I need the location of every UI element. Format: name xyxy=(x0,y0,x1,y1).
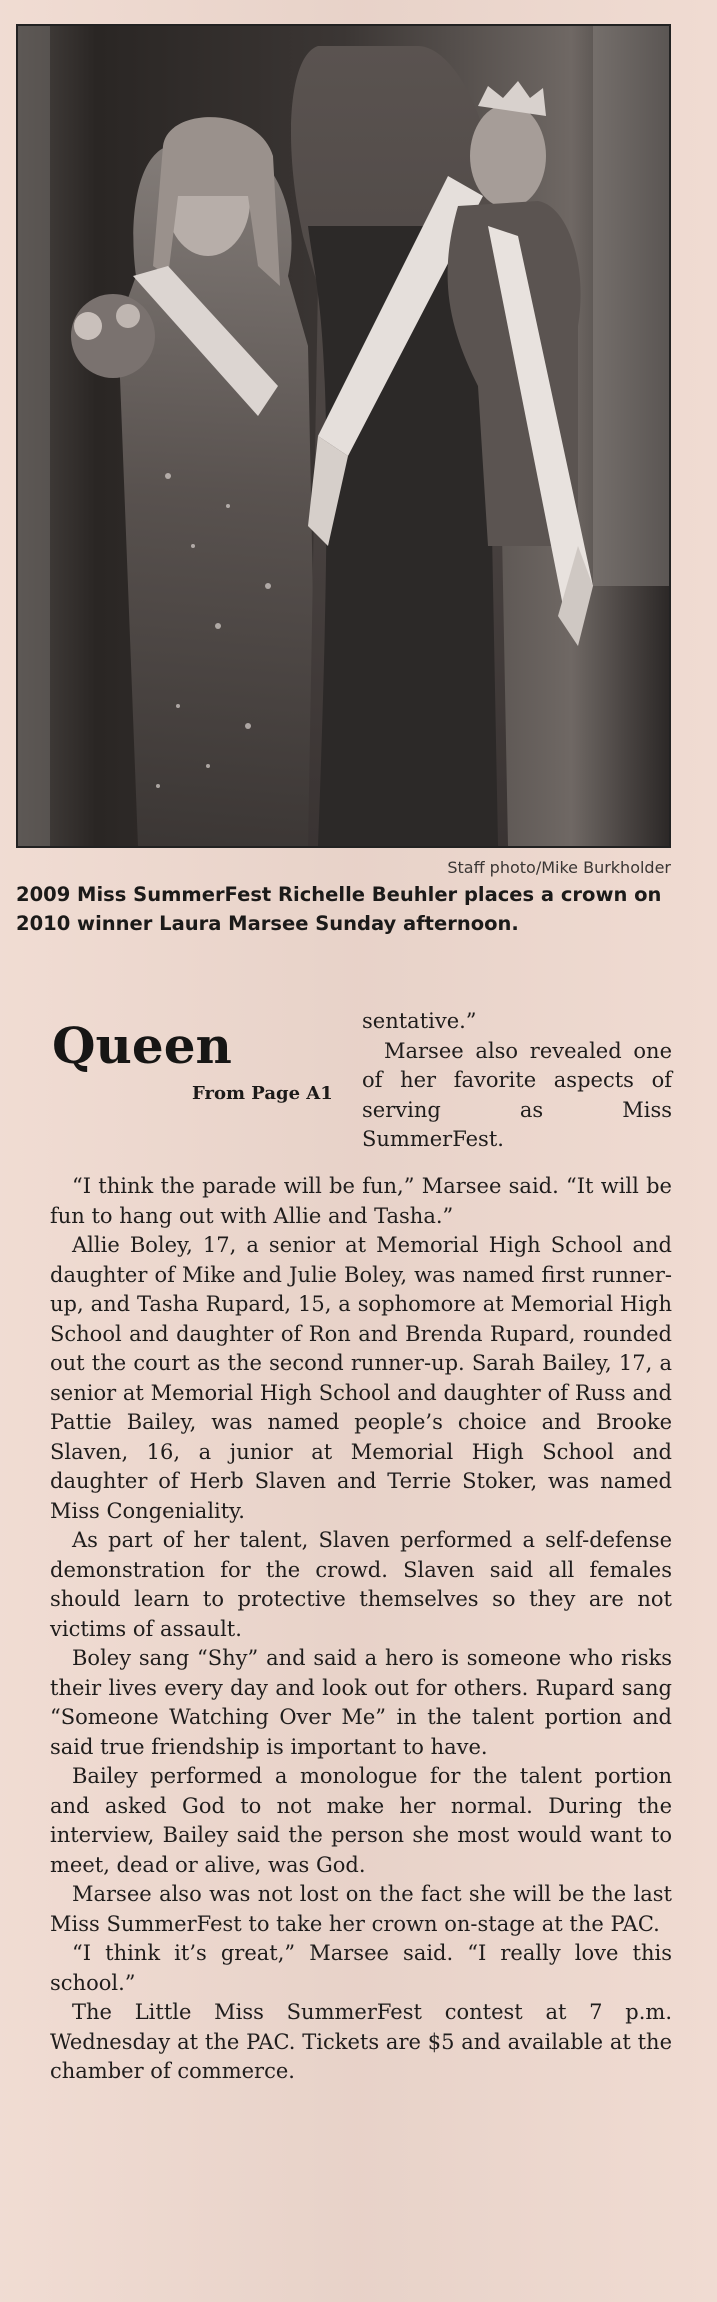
news-photo xyxy=(16,24,671,848)
photo-credit: Staff photo/Mike Burkholder xyxy=(447,858,671,877)
lead-column xyxy=(362,1007,672,1155)
lead-paragraph: sentative.” xyxy=(362,1009,477,1033)
article-headline: Queen xyxy=(52,1016,232,1075)
lead-paragraph: Marsee also revealed one of her favorite aspects of serving as Miss SummerFest. xyxy=(362,1038,672,1151)
body-paragraph: “I think the parade will be fun,” Marsee said. “It will be fun to hang out with Allie and Tasha.” xyxy=(50,1174,672,1228)
body-paragraph: Marsee also was not lost on the fact she will be the last Miss SummerFest to take her crown on-stage at the PAC. xyxy=(50,1882,672,1936)
jump-line: From Page A1 xyxy=(192,1083,333,1104)
body-paragraph: Bailey performed a monologue for the talent portion and asked God to not make her normal. During the interview, Bailey said the person she most would want to meet, dead or alive, was God. xyxy=(50,1764,672,1877)
body-paragraph: As part of her talent, Slaven performed a self-defense demonstration for the crowd. Slaven said all females should learn to protective themselves so they are not victims of assault. xyxy=(50,1528,672,1641)
body-paragraph: “I think it’s great,” Marsee said. “I really love this school.” xyxy=(50,1941,672,1995)
photo-caption: 2009 Miss SummerFest Richelle Beuhler places a crown on 2010 winner Laura Marsee Sunday afternoon. xyxy=(16,883,662,935)
photo-illustration xyxy=(18,26,669,846)
body-paragraph: Boley sang “Shy” and said a hero is someone who risks their lives every day and look out for others. Rupard sang “Someone Watching Over Me” in the talent portion and said true friendship is important to have. xyxy=(50,1646,672,1759)
article-body xyxy=(50,1172,672,2087)
body-paragraph: Allie Boley, 17, a senior at Memorial High School and daughter of Mike and Julie Boley, was named first runner-up, and Tasha Rupard, 15, a sophomore at Memorial High School and daughter of Ron and Brenda Rupard, rounded out the court as the second runner-up. Sarah Bailey, 17, a senior at Memorial High School and daughter of Russ and Pattie Bailey, was named people’s choice and Brooke Slaven, 16, a junior at Memorial High School and daughter of Herb Slaven and Terrie Stoker, was named Miss Congeniality. xyxy=(50,1233,672,1523)
body-paragraph: The Little Miss SummerFest contest at 7 p.m. Wednesday at the PAC. Tickets are $5 and available at the chamber of commerce. xyxy=(50,2000,672,2083)
